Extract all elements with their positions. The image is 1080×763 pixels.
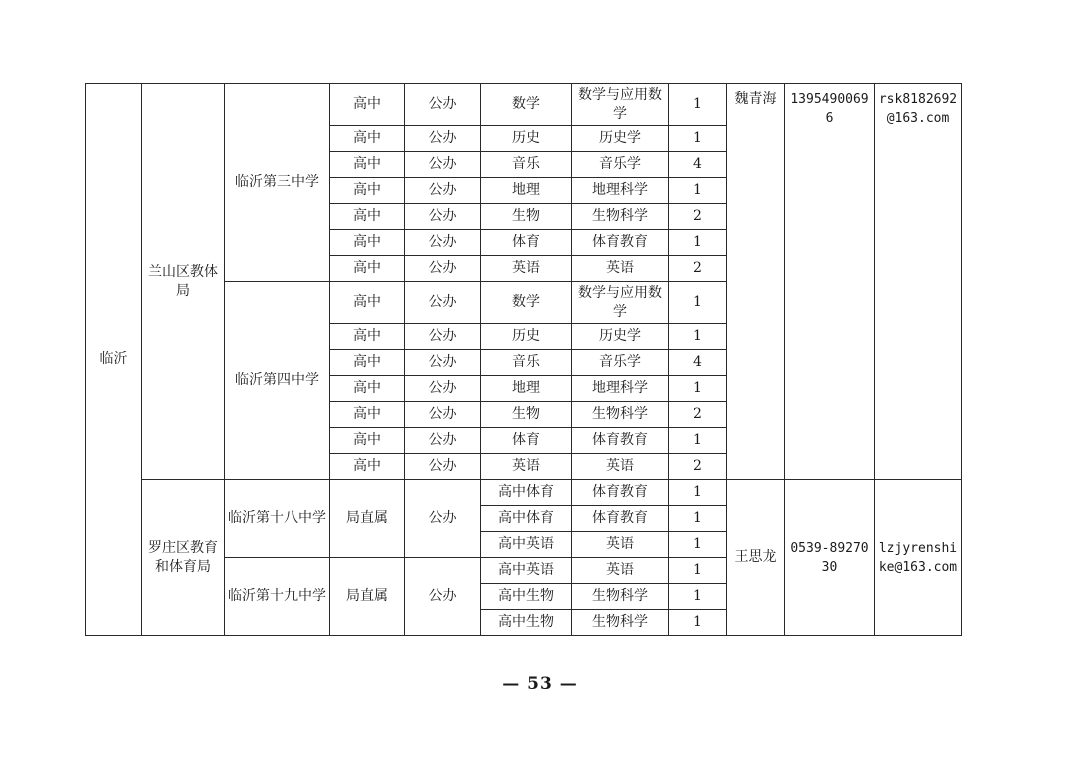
- subject-cell: 体育: [481, 230, 572, 256]
- subject-cell: 地理: [481, 376, 572, 402]
- count-cell: 1: [669, 376, 727, 402]
- ownership-cell: 公办: [405, 350, 481, 376]
- major-cell: 数学与应用数学: [572, 282, 669, 324]
- level-cell: 高中: [330, 84, 405, 126]
- ownership-cell: 公办: [405, 454, 481, 480]
- subject-cell: 数学: [481, 84, 572, 126]
- school-cell: 临沂第四中学: [225, 282, 330, 480]
- email-cell: rsk8182692@163.com: [875, 84, 962, 480]
- count-cell: 2: [669, 402, 727, 428]
- ownership-cell: 公办: [405, 282, 481, 324]
- level-cell: 高中: [330, 256, 405, 282]
- ownership-cell: 公办: [405, 480, 481, 558]
- subject-cell: 高中生物: [481, 584, 572, 610]
- count-cell: 1: [669, 84, 727, 126]
- count-cell: 1: [669, 532, 727, 558]
- level-cell: 高中: [330, 402, 405, 428]
- level-cell: 高中: [330, 126, 405, 152]
- level-cell: 高中: [330, 178, 405, 204]
- major-cell: 英语: [572, 532, 669, 558]
- major-cell: 体育教育: [572, 506, 669, 532]
- count-cell: 1: [669, 282, 727, 324]
- level-cell: 高中: [330, 152, 405, 178]
- subject-cell: 高中体育: [481, 480, 572, 506]
- ownership-cell: 公办: [405, 126, 481, 152]
- ownership-cell: 公办: [405, 428, 481, 454]
- subject-cell: 数学: [481, 282, 572, 324]
- count-cell: 1: [669, 428, 727, 454]
- major-cell: 生物科学: [572, 402, 669, 428]
- count-cell: 1: [669, 324, 727, 350]
- school-cell: 临沂第三中学: [225, 84, 330, 282]
- subject-cell: 体育: [481, 428, 572, 454]
- major-cell: 英语: [572, 454, 669, 480]
- level-cell: 高中: [330, 454, 405, 480]
- count-cell: 1: [669, 230, 727, 256]
- major-cell: 英语: [572, 558, 669, 584]
- affiliation-cell: 局直属: [330, 558, 405, 636]
- count-cell: 1: [669, 584, 727, 610]
- level-cell: 高中: [330, 428, 405, 454]
- subject-cell: 英语: [481, 454, 572, 480]
- subject-cell: 历史: [481, 324, 572, 350]
- level-cell: 高中: [330, 324, 405, 350]
- major-cell: 历史学: [572, 324, 669, 350]
- count-cell: 1: [669, 558, 727, 584]
- major-cell: 历史学: [572, 126, 669, 152]
- subject-cell: 音乐: [481, 350, 572, 376]
- school-cell: 临沂第十九中学: [225, 558, 330, 636]
- subject-cell: 高中英语: [481, 558, 572, 584]
- count-cell: 1: [669, 178, 727, 204]
- subject-cell: 地理: [481, 178, 572, 204]
- level-cell: 高中: [330, 204, 405, 230]
- level-cell: 高中: [330, 350, 405, 376]
- count-cell: 4: [669, 152, 727, 178]
- count-cell: 2: [669, 454, 727, 480]
- ownership-cell: 公办: [405, 84, 481, 126]
- level-cell: 高中: [330, 282, 405, 324]
- contact-cell: 王思龙: [727, 480, 785, 636]
- ownership-cell: 公办: [405, 324, 481, 350]
- table-row: [86, 84, 962, 126]
- region-cell: 临沂: [86, 84, 142, 636]
- count-cell: 2: [669, 256, 727, 282]
- major-cell: 音乐学: [572, 350, 669, 376]
- subject-cell: 高中体育: [481, 506, 572, 532]
- subject-cell: 高中生物: [481, 610, 572, 636]
- count-cell: 1: [669, 480, 727, 506]
- table-body: [86, 84, 962, 636]
- ownership-cell: 公办: [405, 204, 481, 230]
- major-cell: 生物科学: [572, 584, 669, 610]
- affiliation-cell: 局直属: [330, 480, 405, 558]
- count-cell: 1: [669, 506, 727, 532]
- ownership-cell: 公办: [405, 178, 481, 204]
- subject-cell: 生物: [481, 204, 572, 230]
- major-cell: 体育教育: [572, 428, 669, 454]
- school-cell: 临沂第十八中学: [225, 480, 330, 558]
- subject-cell: 高中英语: [481, 532, 572, 558]
- subject-cell: 历史: [481, 126, 572, 152]
- major-cell: 生物科学: [572, 610, 669, 636]
- phone-cell: 13954900696: [785, 84, 875, 480]
- page-number: — 53 —: [502, 674, 578, 694]
- ownership-cell: 公办: [405, 256, 481, 282]
- major-cell: 体育教育: [572, 480, 669, 506]
- recruitment-table: [85, 83, 962, 636]
- ownership-cell: 公办: [405, 376, 481, 402]
- subject-cell: 音乐: [481, 152, 572, 178]
- table-row: [86, 480, 962, 506]
- count-cell: 1: [669, 126, 727, 152]
- contact-cell: 魏青海: [727, 84, 785, 480]
- bureau-cell: 罗庄区教育和体育局: [142, 480, 225, 636]
- phone-cell: 0539-8927030: [785, 480, 875, 636]
- count-cell: 4: [669, 350, 727, 376]
- major-cell: 音乐学: [572, 152, 669, 178]
- bureau-cell: 兰山区教体局: [142, 84, 225, 480]
- ownership-cell: 公办: [405, 152, 481, 178]
- level-cell: 高中: [330, 230, 405, 256]
- major-cell: 英语: [572, 256, 669, 282]
- email-cell: lzjyrenshike@163.com: [875, 480, 962, 636]
- major-cell: 体育教育: [572, 230, 669, 256]
- count-cell: 2: [669, 204, 727, 230]
- major-cell: 生物科学: [572, 204, 669, 230]
- ownership-cell: 公办: [405, 230, 481, 256]
- major-cell: 地理科学: [572, 376, 669, 402]
- count-cell: 1: [669, 610, 727, 636]
- ownership-cell: 公办: [405, 402, 481, 428]
- major-cell: 数学与应用数学: [572, 84, 669, 126]
- subject-cell: 生物: [481, 402, 572, 428]
- level-cell: 高中: [330, 376, 405, 402]
- subject-cell: 英语: [481, 256, 572, 282]
- ownership-cell: 公办: [405, 558, 481, 636]
- major-cell: 地理科学: [572, 178, 669, 204]
